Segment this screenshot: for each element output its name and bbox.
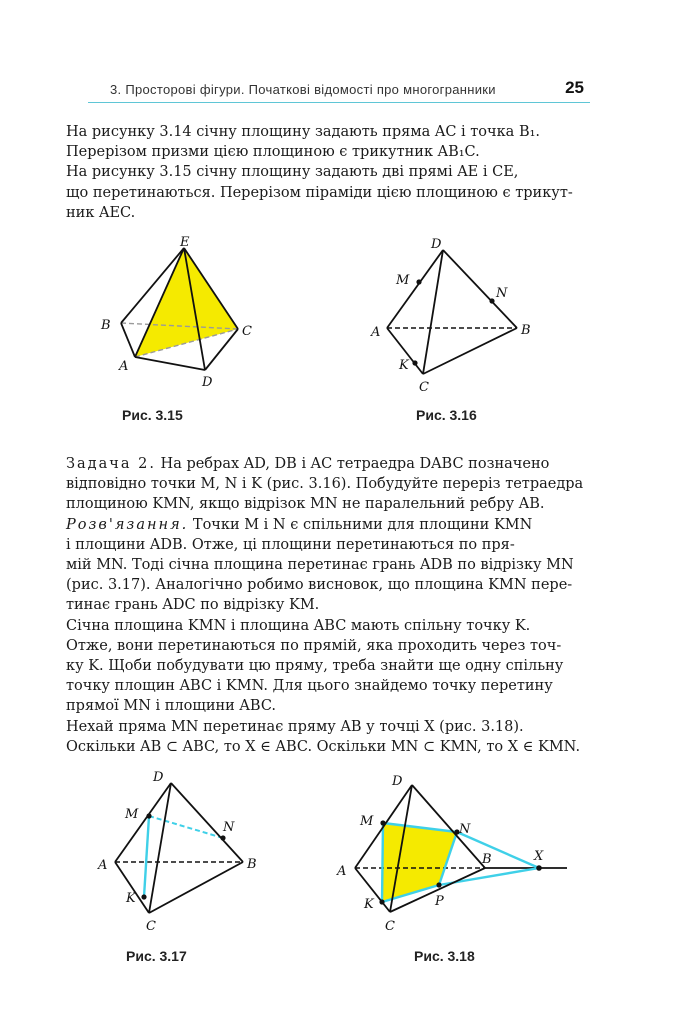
intro-paragraphs — [66, 122, 590, 223]
label-A: A — [337, 864, 347, 879]
caption-3-16: Рис. 3.16 — [416, 407, 477, 423]
figure-3-18 — [335, 765, 575, 940]
label-K: K — [364, 897, 374, 912]
para3-line2: Отже, вони перетинаються по прямій, яка проходить через точ- — [66, 637, 562, 654]
para4-line1: Нехай пряма MN перетинає пряму AB у точці X (рис. 3.18). — [66, 718, 524, 735]
solution-line2: і площини ADB. Отже, ці площини перетинаються по пря- — [66, 536, 515, 553]
label-N: N — [496, 286, 508, 301]
label-K: K — [126, 891, 136, 906]
label-B: B — [101, 318, 111, 333]
label-X: X — [534, 849, 544, 864]
figure-3-16 — [365, 232, 545, 397]
solution-line1: Розв'язання. Точки M і N є спільними для площини KMN — [66, 516, 533, 533]
label-C: C — [242, 324, 252, 339]
label-D: D — [392, 774, 403, 789]
label-B: B — [521, 323, 531, 338]
running-title: 3. Просторові фігури. Початкові відомості про многогранники — [110, 82, 496, 97]
label-N: N — [459, 822, 471, 837]
label-A: A — [371, 325, 381, 340]
para3-line1: Січна площина KMN і площина ABC мають спільну точку K. — [66, 617, 531, 634]
caption-3-15: Рис. 3.15 — [122, 407, 183, 423]
label-M: M — [360, 814, 374, 829]
page-number: 25 — [565, 78, 584, 97]
task-label: Задача 2. — [66, 456, 156, 472]
para1-line2: Перерізом призми цією площиною є трикутник AB₁C. — [66, 144, 480, 161]
solution-line3: мій MN. Тоді січна площина перетинає грань ADB по відрізку MN — [66, 557, 574, 574]
label-D: D — [202, 375, 213, 390]
label-D: D — [153, 770, 164, 785]
label-E: E — [180, 235, 190, 250]
task-solution-text — [66, 454, 590, 757]
label-M: M — [396, 273, 410, 288]
page-header — [88, 80, 590, 103]
label-M: M — [125, 807, 139, 822]
task-line3: площиною KMN, якщо відрізок MN не паралельний ребру AB. — [66, 496, 545, 513]
caption-3-17: Рис. 3.17 — [126, 948, 187, 964]
figure-3-15 — [95, 232, 275, 392]
solution-line5: тинає грань ADC по відрізку KM. — [66, 597, 320, 614]
para3-line4: точку площин ABC і KMN. Для цього знайдемо точку перетину — [66, 678, 553, 695]
task-line2: відповідно точки M, N і K (рис. 3.16). Побудуйте переріз тетраедра — [66, 476, 584, 493]
label-C: C — [385, 919, 395, 934]
task-line1: Задача 2. На ребрах AD, DB і AC тетраедра DABC позначено — [66, 456, 550, 472]
label-C: C — [146, 919, 156, 934]
para4-line2: Оскільки AB ⊂ ABC, то X ∈ ABC. Оскільки MN ⊂ KMN, то X ∈ KMN. — [66, 738, 581, 755]
para3-line3: ку K. Щоби побудувати цю пряму, треба знайти ще одну спільну — [66, 658, 564, 675]
label-D: D — [431, 237, 442, 252]
para2-line1: На рисунку 3.15 січну площину задають дві прямі AE і CE, — [66, 164, 519, 181]
label-P: P — [435, 894, 444, 909]
para2-line3: ник AEC. — [66, 204, 136, 221]
para1-line1: На рисунку 3.14 січну площину задають пряма AC і точка B₁. — [66, 124, 541, 140]
label-N: N — [223, 820, 235, 835]
label-A: A — [119, 359, 129, 374]
label-C: C — [419, 380, 429, 395]
para3-line5: прямої MN і площини ABC. — [66, 698, 277, 715]
label-A: A — [98, 858, 108, 873]
para2-line2: що перетинаються. Перерізом піраміди цією площиною є трикут- — [66, 184, 573, 201]
label-B: B — [482, 852, 492, 867]
label-K: K — [399, 358, 409, 373]
solution-line4: (рис. 3.17). Аналогічно робимо висновок, що площина KMN пере- — [66, 577, 573, 594]
caption-3-18: Рис. 3.18 — [414, 948, 475, 964]
figure-3-17 — [93, 765, 273, 935]
solution-label: Розв'язання. — [66, 516, 189, 533]
label-B: B — [247, 857, 257, 872]
